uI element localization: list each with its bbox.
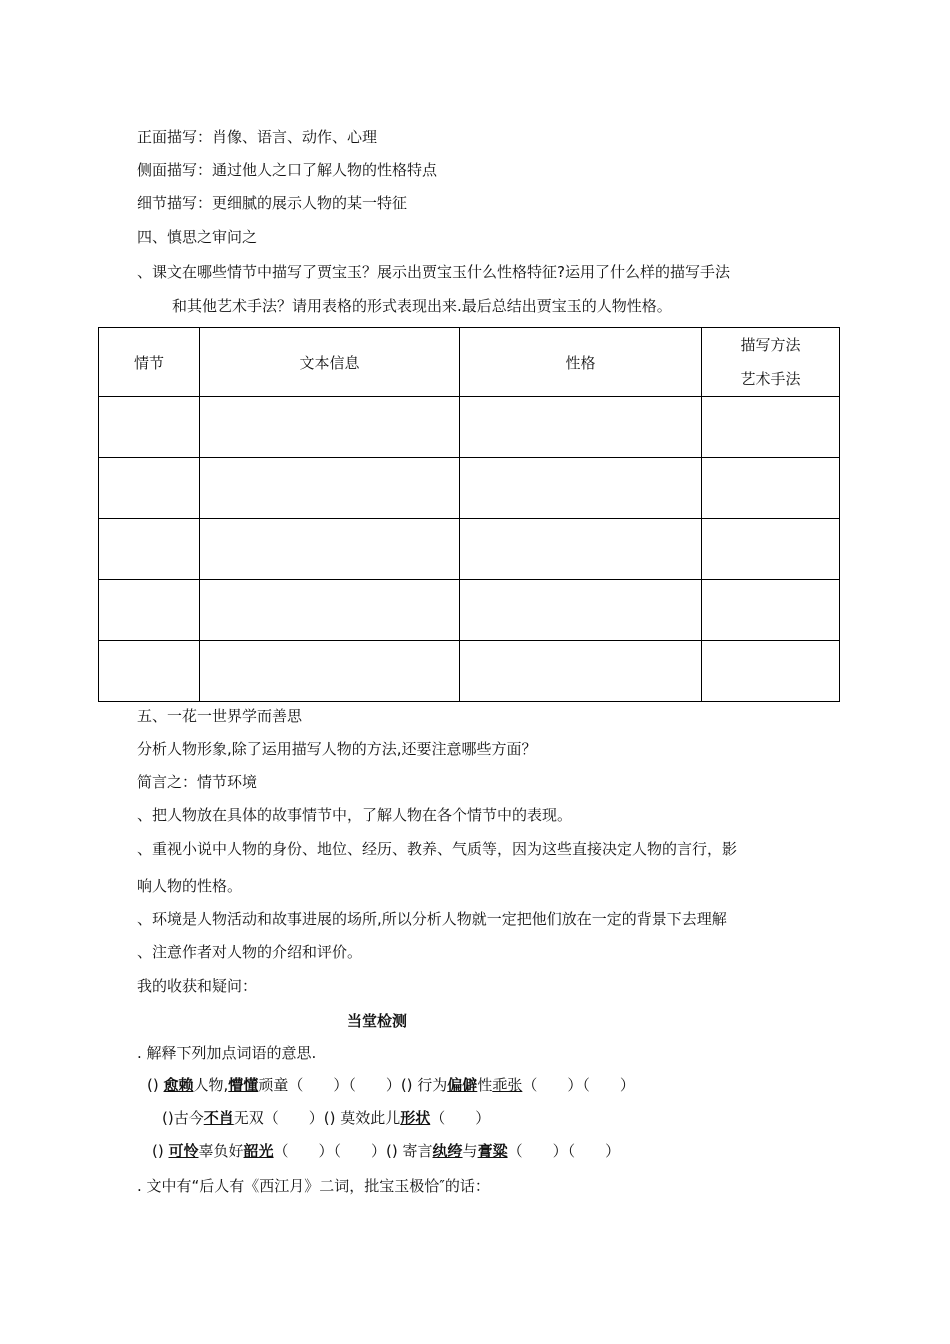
table-cell[interactable] (99, 458, 200, 519)
section-title-5: 五、一花一世界学而善思 (137, 707, 303, 725)
vocab-row-1 (147, 1075, 635, 1095)
table-cell[interactable] (200, 580, 460, 641)
row-text: 人物, (193, 1076, 229, 1094)
dotted-word: 形状 (400, 1109, 431, 1127)
dotted-word: 纨绔 (432, 1142, 463, 1160)
analysis-table (98, 327, 840, 702)
row-text: 与 (462, 1142, 478, 1160)
table-cell[interactable] (99, 580, 200, 641)
table-cell[interactable] (702, 458, 840, 519)
row-text: （ ） (430, 1109, 491, 1127)
table-cell[interactable] (702, 580, 840, 641)
table-cell[interactable] (702, 397, 840, 458)
vocab-row-3 (152, 1141, 620, 1161)
in-class-test-heading: 当堂检测 (347, 1012, 408, 1030)
table-row (99, 458, 840, 519)
question-text-line1: 、课文在哪些情节中描写了贾宝玉？展示出贾宝玉什么性格特征?运用了什么样的描写手法 (137, 263, 730, 281)
dotted-word: 不肖 (203, 1109, 234, 1127)
dotted-word: 可怜 (168, 1142, 199, 1160)
table-row (99, 580, 840, 641)
dotted-word: 膏粱 (477, 1142, 508, 1160)
row-text: （ ）（ ）() 寄言 (273, 1142, 433, 1160)
blank-marker: () (152, 1142, 164, 1160)
table-cell[interactable] (200, 519, 460, 580)
dotted-word: 愈赖 (163, 1076, 194, 1094)
row-text: 无双（ ）() 莫效此儿 (233, 1109, 401, 1127)
section5-question: 分析人物形象,除了运用描写人物的方法,还要注意哪些方面？ (137, 740, 537, 758)
table-cell[interactable] (460, 458, 702, 519)
dotted-word: 偏僻 (447, 1076, 478, 1094)
dotted-word: 韶光 (243, 1142, 274, 1160)
header-text-info: 文本信息 (200, 328, 460, 397)
table-cell[interactable] (99, 397, 200, 458)
section5-point-2b: 响人物的性格。 (137, 877, 243, 895)
row-text: （ ）（ ） (507, 1142, 621, 1160)
dotted-word: 懵懂 (228, 1076, 259, 1094)
table-cell[interactable] (460, 519, 702, 580)
table-cell[interactable] (460, 641, 702, 702)
row-text: ()古今 (162, 1109, 204, 1127)
table-cell[interactable] (99, 519, 200, 580)
row-text: （ ）（ ） (522, 1076, 635, 1094)
table-cell[interactable] (200, 641, 460, 702)
question-text-line2: 和其他艺术手法？请用表格的形式表现出来.最后总结出贾宝玉的人物性格。 (172, 297, 672, 315)
section5-point-2a: 、重视小说中人物的身份、地位、经历、教养、气质等，因为这些直接决定人物的言行，影 (137, 840, 738, 858)
table-cell[interactable] (460, 580, 702, 641)
blank-marker: () (147, 1076, 159, 1094)
table-cell[interactable] (702, 641, 840, 702)
text-line-side-description: 侧面描写：通过他人之口了解人物的性格特点 (137, 161, 438, 179)
header-method-line1: 描写方法 (740, 336, 801, 354)
section5-summary: 简言之：情节环境 (137, 773, 258, 791)
harvest-label: 我的收获和疑问： (137, 977, 258, 995)
section5-point-3: 、环境是人物活动和故事进展的场所,所以分析人物就一定把他们放在一定的背景下去理解 (137, 910, 727, 928)
table-row (99, 519, 840, 580)
table-cell[interactable] (460, 397, 702, 458)
row-text: 性 (477, 1076, 493, 1094)
text-line-detail-description: 细节描写：更细腻的展示人物的某一特征 (137, 194, 408, 212)
header-personality: 性格 (460, 328, 702, 397)
row-text: 顽童（ ）（ ）() 行为 (258, 1076, 448, 1094)
row-text: 辜负好 (198, 1142, 244, 1160)
table-row (99, 641, 840, 702)
test-question-2: . 文中有“后人有《西江月》二词，批宝玉极恰″的话： (137, 1177, 490, 1195)
header-method (702, 328, 840, 397)
header-plot: 情节 (99, 328, 200, 397)
table-cell[interactable] (702, 519, 840, 580)
dotted-word: 乖张 (492, 1076, 523, 1094)
table-cell[interactable] (200, 458, 460, 519)
table-cell[interactable] (200, 397, 460, 458)
section-title-4: 四、慎思之审问之 (137, 228, 258, 246)
table-row (99, 397, 840, 458)
section5-point-4: 、注意作者对人物的介绍和评价。 (137, 943, 363, 961)
section5-point-1: 、把人物放在具体的故事情节中，了解人物在各个情节中的表现。 (137, 806, 573, 824)
test-question-1: . 解释下列加点词语的意思. (137, 1044, 317, 1062)
text-line-direct-description: 正面描写：肖像、语言、动作、心理 (137, 128, 378, 146)
table-header-row (99, 328, 840, 397)
vocab-row-2 (162, 1108, 490, 1128)
table-cell[interactable] (99, 641, 200, 702)
header-method-line2: 艺术手法 (740, 370, 801, 388)
